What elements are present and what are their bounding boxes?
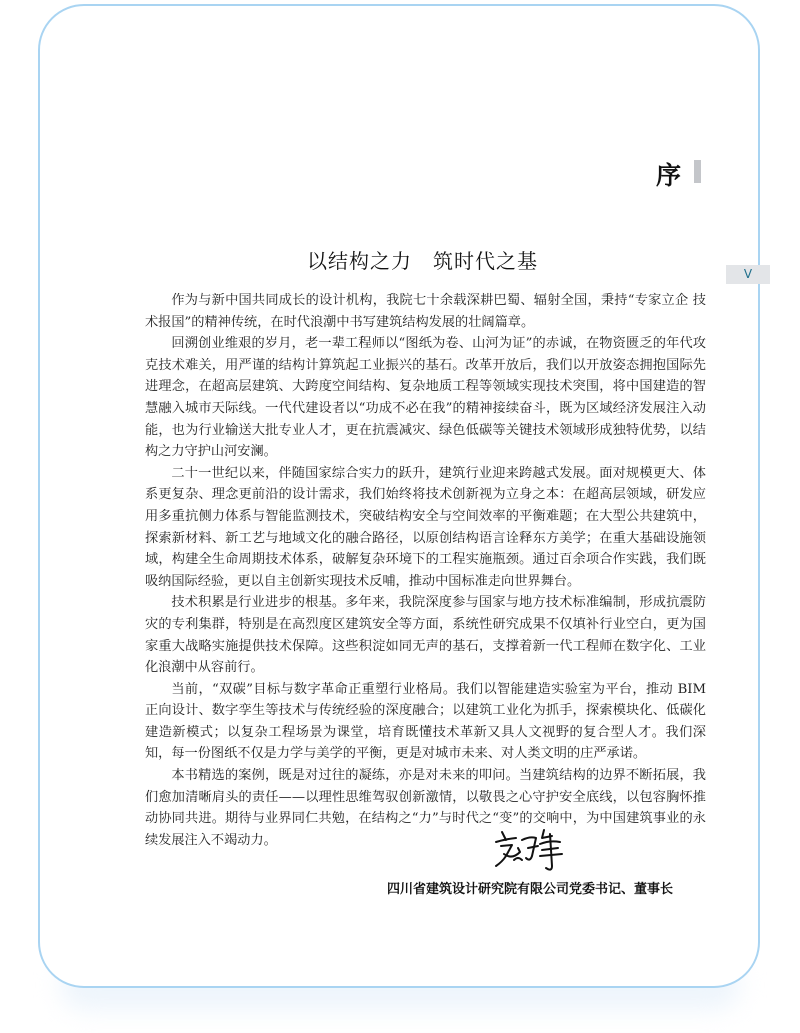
paragraph: 当前，“双碳”目标与数字革命正重塑行业格局。我们以智能建造实验室为平台，推动 BIM 正向设计、数字孪生等技术与传统经验的深度融合；以建筑工业化为抓手，探索模块化、低碳化建造新模式；以复杂工程场景为课堂，培育既懂技术革新又具人文视野的复合型人才。我们深知，每一份图纸不仅是力学与美学的平衡，更是对城市未来、对人类文明的庄严承诺。 <box>145 681 706 762</box>
page-number-tab: V <box>726 265 770 284</box>
article-title: 以结构之力 筑时代之基 <box>307 249 538 273</box>
paragraph: 回溯创业维艰的岁月，老一辈工程师以“图纸为卷、山河为证”的赤诚，在物资匮乏的年代攻克技术难关，用严谨的结构计算筑起工业振兴的基石。改革开放后，我们以开放姿态拥抱国际先进理念，在超高层建筑、大跨度空间结构、复杂地质工程等领域实现技术突围，将中国建造的智慧融入城市天际线。一代代建设者以“功成不必在我”的精神接续奋斗，既为区域经济发展注入动能，也为行业输送大批专业人才，更在抗震减灾、绿色低碳等关键技术领域形成独特优势，以结构之力守护山河安澜。 <box>145 336 706 460</box>
paragraph: 本书精选的案例，既是对过往的凝练，亦是对未来的叩问。当建筑结构的边界不断拓展，我们愈加清晰肩头的责任——以理性思维驾驭创新激情，以敬畏之心守护安全底线，以包容胸怀推动协同共进。期待与业界同仁共勉，在结构之“力”与时代之“变”的交响中，为中国建筑事业的永续发展注入不竭动力。 <box>145 768 706 848</box>
signer-title: 四川省建筑设计研究院有限公司党委书记、董事长 <box>387 882 674 897</box>
paragraph: 作为与新中国共同成长的设计机构，我院七十余载深耕巴蜀、辐射全国，秉持“专家立企 技术报国”的精神传统，在时代浪潮中书写建筑结构发展的壮阔篇章。 <box>145 293 706 330</box>
article-body <box>145 290 706 851</box>
paragraph: 二十一世纪以来，伴随国家综合实力的跃升，建筑行业迎来跨越式发展。面对规模更大、体系更复杂、理念更前沿的设计需求，我们始终将技术创新视为立身之本：在超高层领域，研发应用多重抗侧力体系与智能监测技术，突破结构安全与空间效率的平衡难题；在大型公共建筑中，探索新材料、新工艺与地域文化的融合路径，以原创结构语言诠释东方美学；在重大基础设施领域，构建全生命周期技术体系，破解复杂环境下的工程实施瓶颈。通过百余项合作实践，我们既吸纳国际经验，更以自主创新实现技术反哺，推动中国标准走向世界舞台。 <box>145 465 706 589</box>
section-title: 序 <box>656 161 682 190</box>
paragraph: 技术积累是行业进步的根基。多年来，我院深度参与国家与地方技术标准编制，形成抗震防灾的专利集群，特别是在高烈度区建筑安全等方面，系统性研究成果不仅填补行业空白，更为国家重大战略实施提供技术保障。这些积淀如同无声的基石，支撑着新一代工程师在数字化、工业化浪潮中从容前行。 <box>145 595 706 676</box>
handwritten-signature <box>492 826 574 874</box>
section-title-bar <box>694 160 701 183</box>
